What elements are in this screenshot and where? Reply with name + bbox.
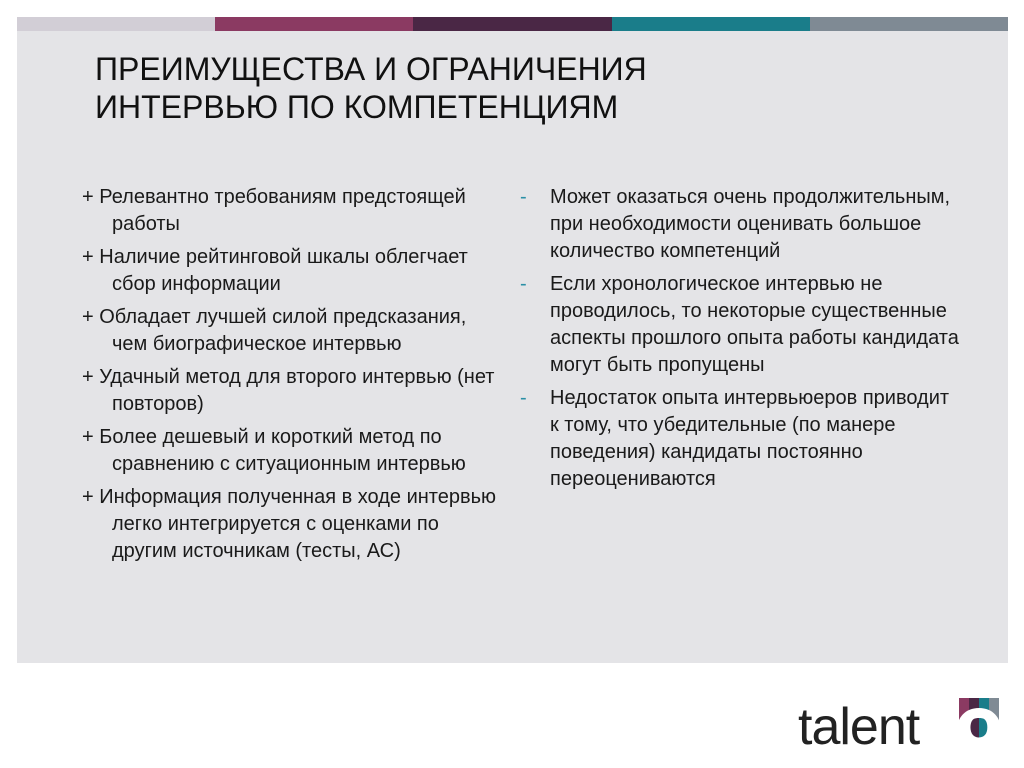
advantage-item bbox=[82, 304, 502, 358]
slide-title bbox=[95, 50, 895, 126]
stripe-segment-1 bbox=[17, 17, 215, 31]
limitation-item bbox=[520, 184, 960, 265]
advantage-text: Информация полученная в ходе интервью легко интегрируется с оценками по другим источникам (тесты, АС) bbox=[99, 486, 497, 562]
limitation-text: Недостаток опыта интервьюеров приводит к тому, что убедительные (по манере поведения) кандидаты постоянно переоцениваются bbox=[550, 387, 950, 490]
plus-marker: + bbox=[82, 186, 94, 208]
advantage-text: Обладает лучшей силой предсказания, чем биографическое интервью bbox=[99, 306, 467, 355]
advantages-list bbox=[82, 184, 502, 571]
advantage-text: Более дешевый и короткий метод по сравнению с ситуационным интервью bbox=[99, 426, 466, 475]
plus-marker: + bbox=[82, 246, 94, 268]
plus-marker: + bbox=[82, 486, 94, 508]
stripe-segment-4 bbox=[612, 17, 810, 31]
advantage-item bbox=[82, 484, 502, 565]
plus-marker: + bbox=[82, 366, 94, 388]
advantage-text: Наличие рейтинговой шкалы облегчает сбор информации bbox=[99, 246, 468, 295]
limitation-text: Если хронологическое интервью не проводилось, то некоторые существенные аспекты прошлого опыта работы кандидата могут быть пропущены bbox=[550, 273, 959, 376]
slide-title-line-1: ПРЕИМУЩЕСТВА И ОГРАНИЧЕНИЯ bbox=[95, 51, 647, 87]
slide-title-line-2: ИНТЕРВЬЮ ПО КОМПЕТЕНЦИЯМ bbox=[95, 89, 619, 125]
talentq-logo bbox=[798, 698, 1010, 756]
dash-marker: - bbox=[520, 273, 527, 295]
logo-q-icon bbox=[953, 698, 1007, 752]
advantage-item bbox=[82, 364, 502, 418]
logo-wordmark: talent bbox=[798, 698, 920, 756]
limitation-item bbox=[520, 385, 960, 493]
advantage-text: Удачный метод для второго интервью (нет повторов) bbox=[99, 366, 495, 415]
stripe-segment-2 bbox=[215, 17, 413, 31]
advantage-item bbox=[82, 424, 502, 478]
advantage-item bbox=[82, 184, 502, 238]
svg-text:Q: Q bbox=[962, 704, 996, 751]
advantage-item bbox=[82, 244, 502, 298]
stripe-segment-5 bbox=[810, 17, 1008, 31]
dash-marker: - bbox=[520, 387, 527, 409]
header-color-stripe bbox=[17, 17, 1008, 31]
stripe-segment-3 bbox=[413, 17, 611, 31]
limitation-text: Может оказаться очень продолжительным, при необходимости оценивать большое количество компетенций bbox=[550, 186, 951, 262]
plus-marker: + bbox=[82, 426, 94, 448]
plus-marker: + bbox=[82, 306, 94, 328]
limitations-list bbox=[520, 184, 960, 499]
dash-marker: - bbox=[520, 186, 527, 208]
advantage-text: Релевантно требованиям предстоящей работы bbox=[99, 186, 466, 235]
limitation-item bbox=[520, 271, 960, 379]
